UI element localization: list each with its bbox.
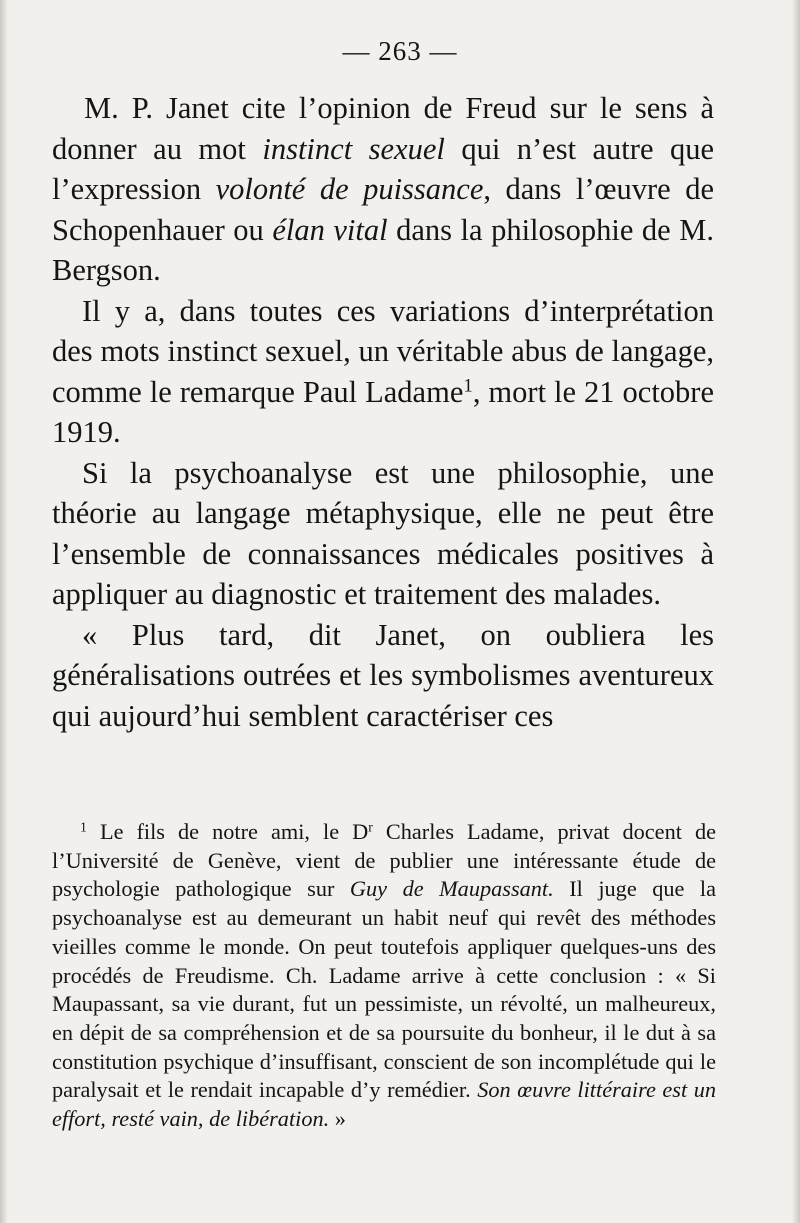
text-run: , mort le 21 octobre 1919. — [52, 374, 714, 449]
text-run: Il y a, dans toutes ces variations d’interprétation des mots instinct sexuel, un véritable abus de langage, comme le remarque Paul Ladame — [52, 293, 714, 409]
footnote-text — [52, 818, 716, 1134]
italic-text: instinct sexuel — [262, 131, 445, 166]
text-run: M. P. Janet cite l’opinion de Freud sur le sens à donner au mot — [52, 91, 714, 166]
paragraph — [52, 453, 714, 615]
italic-text: volonté de puissance — [215, 172, 484, 206]
italic-text: Guy de Maupassant. — [349, 876, 554, 902]
text-run: « Plus tard, dit Janet, on oubliera les généralisations outrées et les symbolismes aventureux qui aujourd’hui semblent caractériser ces — [52, 617, 714, 733]
text-run: Si la psychoanalyse est une philosophie, une théorie au langage métaphysique, elle ne peut être l’ensemble de connaissances médicales positives à appliquer au diagnostic et traitement des malades. — [52, 455, 714, 611]
main-text — [52, 88, 714, 736]
page-number: — 263 — — [342, 36, 458, 66]
footnote — [52, 818, 716, 1134]
page-edge-left — [0, 0, 8, 1223]
text-run: qui n’est autre que l’expression — [52, 131, 714, 206]
paragraph — [52, 88, 714, 291]
text-run: , dans l’œuvre de Schopenhauer ou — [52, 172, 714, 247]
text-run: Le fils de notre ami, le D — [86, 819, 369, 844]
page-edge-right — [792, 0, 800, 1223]
superscript: 1 — [80, 819, 87, 835]
text-run: » — [329, 1106, 346, 1132]
text-run: Il juge que la psychoanalyse est au demeurant un habit neuf qui revêt des méthodes vieilles comme le monde. On peut toutefois appliquer quelques-uns des procédés de Freudisme. Ch. Ladame arrive à cette conclusion : « Si Maupassant, sa vie durant, fut un pessimiste, un révolté, un malheureux, en dépit de sa compréhension et de sa poursuite du bonheur, il le dut à sa constitution psychique d’insuffisant, conscient de son incomplétude qui le paralysait et le rendait incapable d’y remédier. — [52, 876, 716, 1103]
italic-text: Son œuvre littéraire est un effort, resté vain, de libération. — [52, 1077, 716, 1132]
paragraph — [52, 291, 714, 453]
superscript: r — [368, 819, 373, 835]
italic-text: élan vital — [272, 212, 388, 247]
superscript: 1 — [463, 375, 473, 397]
paragraph — [52, 615, 714, 737]
text-run: Charles Ladame, privat docent de l’Université de Genève, vient de publier une intéressante étude de psychologie pathologique sur — [52, 819, 716, 902]
text-run: dans la philosophie de M. Bergson. — [52, 212, 714, 287]
